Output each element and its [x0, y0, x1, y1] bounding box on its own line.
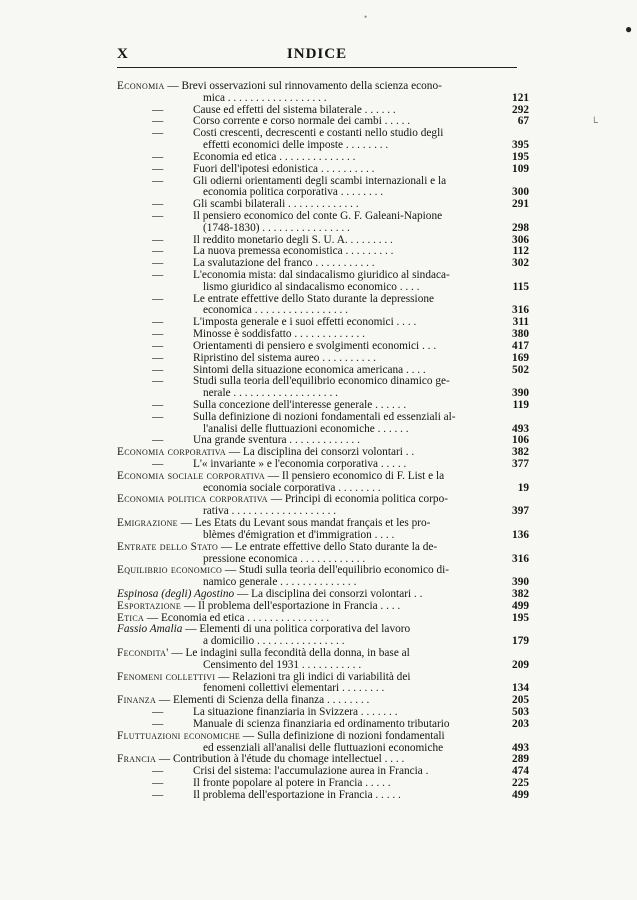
- entry-title: Economia ed etica . . . . . . . . . . . . . . .: [161, 612, 330, 624]
- entry-title: economia politica corporativa . . . . . . . .: [203, 187, 384, 199]
- entry-title: Relazioni tra gli indici di variabilità dei: [232, 671, 411, 683]
- page-ref: 195: [495, 613, 529, 625]
- scan-mark: •: [364, 12, 368, 22]
- page-ref: 499: [495, 790, 529, 802]
- index-line: [117, 400, 529, 412]
- entry-title: Fuori dell'ipotesi edonistica . . . . . . . . . .: [193, 163, 375, 175]
- ditto-dash: —: [152, 128, 164, 140]
- index-heading: Emigrazione: [117, 518, 178, 530]
- entry-title: Studi sulla teoria dell'equilibrio economico dinamico ge-: [193, 376, 450, 388]
- page-ref: 316: [495, 554, 529, 566]
- index-line: [117, 81, 529, 93]
- index-line: [117, 176, 529, 188]
- ditto-dash: —: [152, 411, 164, 423]
- entry-separator: —: [264, 470, 282, 482]
- index-line: [117, 754, 529, 766]
- ditto-dash: —: [152, 116, 164, 128]
- index-line: [117, 365, 529, 377]
- index-heading: Economia sociale corporativa: [117, 470, 265, 482]
- page-ref: 289: [495, 754, 529, 766]
- index-line: [117, 376, 529, 388]
- entry-separator: —: [156, 754, 174, 766]
- index-line: [117, 565, 529, 577]
- ditto-dash: —: [152, 163, 164, 175]
- ditto-dash: —: [152, 293, 164, 305]
- ditto-dash: —: [152, 234, 164, 246]
- page-ref: 109: [495, 164, 529, 176]
- entry-separator: —: [182, 624, 200, 636]
- index-line: [117, 211, 529, 223]
- index-line: [117, 105, 529, 117]
- page-ref: 292: [495, 105, 529, 117]
- entry-title: Les Etats du Levant sous mandat français et les pro-: [194, 518, 431, 530]
- index-heading: Economia corporativa: [117, 447, 226, 459]
- entry-title: Sulla definizione di nozioni fondamentali ed essenziali al-: [193, 411, 456, 423]
- entry-title: economia sociale corporativa . . . . . . . .: [203, 482, 381, 494]
- entry-title: Manuale di scienza finanziaria ed ordinamento tributario: [193, 718, 450, 730]
- ditto-dash: —: [152, 175, 164, 187]
- page-ref: 377: [495, 459, 529, 471]
- entry-title: Sulla definizione di nozioni fondamentali: [257, 730, 445, 742]
- index-heading: Fecondita': [117, 648, 169, 659]
- index-line: [117, 128, 529, 140]
- entry-title: a domicilio . . . . . . . . . . . . . . . .: [203, 636, 345, 648]
- page-ref: 112: [495, 246, 529, 258]
- entry-title: l'analisi delle fluttuazioni economiche . . . . . .: [203, 423, 409, 435]
- index-line: [117, 766, 529, 778]
- page-ref: 205: [495, 695, 529, 707]
- page-ref: 311: [495, 317, 529, 329]
- ditto-dash: —: [152, 766, 164, 778]
- page-ref: 134: [495, 683, 529, 695]
- ditto-dash: —: [152, 777, 164, 789]
- index-line: [117, 613, 529, 625]
- page-ref: 106: [495, 435, 529, 447]
- entry-title: fenomeni collettivi elementari . . . . . . . .: [203, 683, 385, 695]
- index-line: [117, 305, 529, 317]
- index-line: [117, 388, 529, 400]
- ditto-dash: —: [152, 435, 164, 447]
- index-line: [117, 554, 529, 566]
- page-ref: 499: [495, 601, 529, 613]
- entry-title: L'imposta generale e i suoi effetti economici . . . .: [193, 317, 417, 329]
- entry-title: Ripristino del sistema aureo . . . . . . . . . .: [193, 352, 376, 364]
- index-line: [117, 164, 529, 176]
- entry-title: pressione economica . . . . . . . . . . . .: [203, 553, 366, 565]
- entry-title: Una grande sventura . . . . . . . . . . . . .: [193, 435, 360, 447]
- ditto-dash: —: [152, 707, 164, 719]
- index-line: [117, 731, 529, 743]
- entry-separator: —: [168, 648, 186, 659]
- page-ref: 169: [495, 353, 529, 365]
- index-line: [117, 648, 529, 660]
- index-line: [117, 412, 529, 424]
- page-ref: 382: [495, 589, 529, 601]
- entry-title: Sulla concezione dell'interesse generale . . . . . .: [193, 399, 407, 411]
- index-line: [117, 506, 529, 518]
- entry-title: Minosse è soddisfatto . . . . . . . . . . . . .: [193, 329, 365, 341]
- page-ref: 397: [495, 506, 529, 518]
- index-heading: Finanza: [117, 695, 157, 707]
- index-line: [117, 471, 529, 483]
- entry-title: La disciplina dei consorzi volontari . .: [242, 447, 415, 459]
- index-line: [117, 778, 529, 790]
- ditto-dash: —: [152, 399, 164, 411]
- entry-title: Costi crescenti, decrescenti e costanti nello studio degli: [193, 128, 444, 140]
- page-ref: 209: [495, 660, 529, 672]
- entry-title: Gli scambi bilaterali . . . . . . . . . . . . .: [193, 199, 359, 211]
- ditto-dash: —: [152, 199, 164, 211]
- entry-title: (1748-1830) . . . . . . . . . . . . . . . .: [203, 222, 350, 234]
- page-ref: 136: [495, 530, 529, 542]
- index-line: [117, 282, 529, 294]
- entry-separator: —: [234, 588, 252, 600]
- index-heading: Economia: [117, 81, 165, 92]
- page-ref: 195: [495, 152, 529, 164]
- page-ref: 493: [495, 743, 529, 755]
- entry-title: Corso corrente e corso normale dei cambi . . . . .: [193, 116, 411, 128]
- entry-title: nerale . . . . . . . . . . . . . . . . . . .: [203, 388, 338, 400]
- index-line: [117, 483, 529, 495]
- entry-title: blèmes d'émigration et d'immigration . . . .: [203, 529, 395, 541]
- index-line: [117, 447, 529, 459]
- entry-title: ed essenziali all'analisi delle fluttuazioni economiche: [203, 742, 444, 754]
- index-line: [117, 542, 529, 554]
- entry-separator: —: [156, 695, 173, 707]
- index-line: [117, 695, 529, 707]
- index-line: [117, 601, 529, 613]
- page-ref: 493: [495, 424, 529, 436]
- entry-separator: —: [215, 671, 233, 683]
- entry-title: L'economia mista: dal sindacalismo giuridico al sindaca-: [193, 270, 450, 281]
- entry-separator: —: [177, 518, 195, 530]
- page-ref: 390: [495, 388, 529, 400]
- page-ref: 390: [495, 577, 529, 589]
- index-line: [117, 187, 529, 199]
- entry-title: La nuova premessa economistica . . . . . . . . .: [193, 246, 394, 258]
- index-line: [117, 152, 529, 164]
- index-heading: Etica: [117, 612, 145, 624]
- index-line: [117, 790, 529, 802]
- ditto-dash: —: [152, 789, 164, 801]
- index-line: [117, 199, 529, 211]
- entry-title: mica . . . . . . . . . . . . . . . . . .: [203, 92, 327, 104]
- index-line: [117, 494, 529, 506]
- entry-separator: —: [225, 447, 243, 459]
- index-line: [117, 223, 529, 235]
- entry-title: Principi di economia politica corpo-: [284, 494, 448, 506]
- index-line: [117, 530, 529, 542]
- entry-title: Il problema dell'esportazione in Francia . . . . .: [193, 789, 401, 801]
- page-ref: 382: [495, 447, 529, 459]
- index-line: [117, 624, 529, 636]
- entry-title: effetti economici delle imposte . . . . . . . .: [203, 140, 389, 152]
- index-line: [117, 743, 529, 755]
- scan-mark: ●: [625, 22, 633, 36]
- index-heading: Francia: [117, 754, 157, 766]
- entry-separator: —: [267, 494, 285, 506]
- entry-separator: —: [164, 81, 182, 92]
- index-line: [117, 235, 529, 247]
- page-ref: 316: [495, 305, 529, 317]
- entry-title: Gli odierni orientamenti degli scambi internazionali e la: [193, 175, 447, 187]
- index-line: [117, 636, 529, 648]
- index-line: [117, 435, 529, 447]
- index-line: [117, 140, 529, 152]
- entry-title: Il fronte popolare al potere in Francia . . . . .: [193, 777, 391, 789]
- entry-title: namico generale . . . . . . . . . . . . . .: [203, 577, 357, 589]
- entry-title: rativa . . . . . . . . . . . . . . . . . . .: [203, 506, 337, 518]
- entry-title: Il pensiero economico del conte G. F. Galeani-Napione: [193, 210, 443, 222]
- ditto-dash: —: [152, 270, 164, 281]
- ditto-dash: —: [152, 104, 164, 116]
- index-author: Fassio Amalia: [117, 624, 183, 636]
- entry-title: Economia ed etica . . . . . . . . . . . . . .: [193, 151, 356, 163]
- page-ref: 502: [495, 365, 529, 377]
- entry-separator: —: [181, 600, 199, 612]
- index-heading: Esportazione: [117, 600, 182, 612]
- entry-title: economica . . . . . . . . . . . . . . . . .: [203, 305, 348, 317]
- page-ref: 395: [495, 140, 529, 152]
- entry-title: Orientamenti di pensiero e svolgimenti economici . . .: [193, 340, 437, 352]
- scan-mark: ᒪ: [593, 115, 599, 125]
- entry-title: Censimento del 1931 . . . . . . . . . . .: [203, 659, 362, 671]
- index-line: [117, 341, 529, 353]
- page-header: [117, 38, 517, 68]
- page-ref: 306: [495, 235, 529, 247]
- ditto-dash: —: [152, 364, 164, 376]
- index-line: [117, 660, 529, 672]
- index-line: [117, 317, 529, 329]
- page-number: X: [117, 46, 129, 62]
- index-line: [117, 707, 529, 719]
- ditto-dash: —: [152, 352, 164, 364]
- entry-title: Sintomi della situazione economica americana . . . .: [193, 364, 426, 376]
- ditto-dash: —: [152, 329, 164, 341]
- entry-title: La svalutazione del franco . . . . . . . . . . .: [193, 258, 375, 270]
- index-line: [117, 719, 529, 731]
- entry-title: Le indagini sulla fecondità della donna, in base al: [185, 648, 410, 659]
- page-ref: 119: [495, 400, 529, 412]
- entry-separator: —: [218, 541, 236, 553]
- page-ref: 203: [495, 719, 529, 731]
- entry-title: Elementi di una politica corporativa del lavoro: [199, 624, 411, 636]
- entry-title: Cause ed effetti del sistema bilaterale . . . . . .: [193, 104, 396, 116]
- index-line: [117, 589, 529, 601]
- index-heading: Fenomeni collettivi: [117, 671, 216, 683]
- page-ref: 302: [495, 258, 529, 270]
- entry-title: lismo giuridico al sindacalismo economico . . . .: [203, 281, 420, 293]
- index-heading: Fluttuazioni economiche: [117, 730, 241, 742]
- page-ref: 417: [495, 341, 529, 353]
- ditto-dash: —: [152, 210, 164, 222]
- page-ref: 291: [495, 199, 529, 211]
- page-title: INDICE: [286, 46, 348, 62]
- page-ref: 115: [495, 282, 529, 294]
- ditto-dash: —: [152, 317, 164, 329]
- ditto-dash: —: [152, 459, 164, 470]
- index-line: [117, 116, 529, 128]
- entry-separator: —: [240, 730, 258, 742]
- page-ref: 380: [495, 329, 529, 341]
- page-ref: 503: [495, 707, 529, 719]
- index-line: [117, 577, 529, 589]
- page-ref: 298: [495, 223, 529, 235]
- page-ref: 19: [495, 483, 529, 495]
- entry-title: La disciplina dei consorzi volontari . .: [251, 588, 423, 600]
- index-line: [117, 93, 529, 105]
- index-heading: Equilibrio economico: [117, 565, 223, 577]
- index-line: [117, 683, 529, 695]
- index-line: [117, 353, 529, 365]
- page-ref: 225: [495, 778, 529, 790]
- index-line: [117, 459, 529, 471]
- page-ref: 67: [495, 116, 529, 128]
- ditto-dash: —: [152, 718, 164, 730]
- entry-title: Il reddito monetario degli S. U. A. . . . . . . . .: [193, 234, 393, 246]
- index-line: [117, 329, 529, 341]
- ditto-dash: —: [152, 246, 164, 258]
- ditto-dash: —: [152, 151, 164, 163]
- index-line: [117, 294, 529, 306]
- entry-title: Studi sulla teoria dell'equilibrio economico di-: [239, 565, 450, 577]
- page-ref: 121: [495, 93, 529, 105]
- entry-title: Le entrate effettive dello Stato durante la de-: [235, 541, 438, 553]
- entry-title: Le entrate effettive dello Stato durante la depressione: [193, 293, 435, 305]
- entry-title: Elementi di Scienza della finanza . . . . . . . .: [173, 695, 370, 707]
- entry-separator: —: [222, 565, 240, 577]
- entry-title: Brevi osservazioni sul rinnovamento della scienza econo-: [181, 81, 442, 92]
- index-heading: Entrate dello Stato: [117, 541, 219, 553]
- index-line: [117, 258, 529, 270]
- page-ref: 474: [495, 766, 529, 778]
- index-line: [117, 246, 529, 258]
- entry-title: Contribution à l'étude du chomage intellectuel . . . .: [173, 754, 405, 766]
- index-line: [117, 424, 529, 436]
- entry-title: L'« invariante » e l'economia corporativa . . . . .: [193, 459, 407, 470]
- entry-title: Crisi del sistema: l'accumulazione aurea in Francia .: [193, 766, 429, 778]
- entry-title: Il problema dell'esportazione in Francia . . . .: [198, 600, 401, 612]
- entry-title: La situazione finanziaria in Svizzera . . . . . . .: [193, 707, 398, 719]
- ditto-dash: —: [152, 258, 164, 270]
- entry-separator: —: [144, 612, 162, 624]
- index-list: [117, 81, 529, 802]
- entry-title: Il pensiero economico di F. List e la: [281, 470, 445, 482]
- index-author: Espinosa (degli) Agostino: [117, 588, 235, 600]
- ditto-dash: —: [152, 340, 164, 352]
- page-ref: 300: [495, 187, 529, 199]
- index-heading: Economia politica corporativa: [117, 494, 268, 506]
- index-line: [117, 270, 529, 282]
- page-ref: 179: [495, 636, 529, 648]
- header-rule: [117, 67, 517, 68]
- ditto-dash: —: [152, 376, 164, 388]
- index-line: [117, 672, 529, 684]
- index-line: [117, 518, 529, 530]
